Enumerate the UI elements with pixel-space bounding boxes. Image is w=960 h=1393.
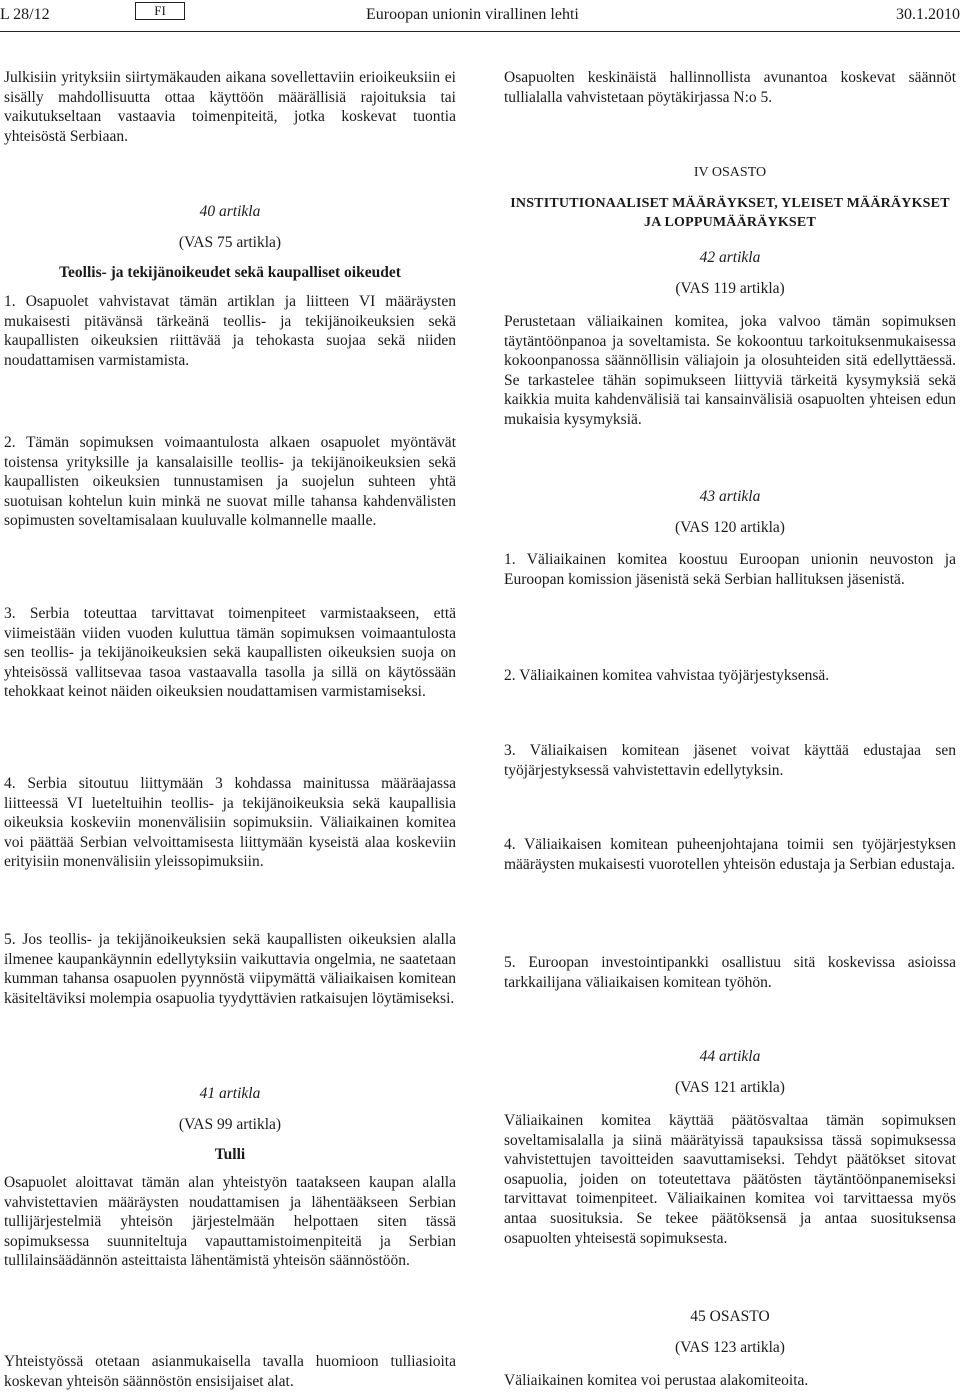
article-40-paragraph-5 xyxy=(4,930,456,1008)
article-45-heading: 45 OSASTO xyxy=(690,1308,770,1325)
a45-p1-text: Väliaikainen komitea voi perustaa alakomiteoita. xyxy=(504,1372,809,1389)
a40-p5-text: 5. Jos teollis- ja tekijänoikeuksien sekä kaupallisten oikeuksien alalla ilmenee kaupankäynnin edellytyksiin vaikuttavia ongelmia, ne saatetaan kumman tahansa osapuolen pyynnöstä viipymättä väliaikaisen komitean käsiteltäviksi molempia osapuolia tyydyttävien ratkaisujen löytämiseksi. xyxy=(4,931,456,1007)
section-iv xyxy=(504,163,956,233)
section-iv-title-line-1: INSTITUTIONAALISET MÄÄRÄYKSET, YLEISET MÄÄRÄYKSET xyxy=(510,195,950,211)
article-42-vas: (VAS 119 artikla) xyxy=(675,279,785,297)
article-44-number: 44 artikla xyxy=(699,1048,761,1065)
article-40-paragraph-2 xyxy=(4,433,456,531)
right-intro-paragraph: Osapuolten keskinäistä hallinnollista avunantoa koskevat säännöt tullialalla vahvistetaan pöytäkirjassa N:o 5. xyxy=(504,69,956,106)
a44-p1-text: Väliaikainen komitea käyttää päätösvaltaa tämän sopimuksen soveltamisalalla ja siinä määrätyissä tapauksissa tässä sopimuksessa vahvistettujen tavoitteiden saavuttamiseksi. Tehdyt päätökset sitovat osapuolia, joiden on toteutettava päätösten täytäntöönpanemiseksi tarvittavat toimenpiteet. Väliaikainen komitea voi tarvittaessa myös antaa suosituksia. Se tekee päätöksensä ja antaa suosituksensa osapuolten yhteisestä sopimuksesta. xyxy=(504,1112,956,1247)
article-43-vas: (VAS 120 artikla) xyxy=(675,518,785,536)
article-43 xyxy=(504,487,956,537)
article-40-paragraph-1 xyxy=(4,292,456,370)
a40-p3-text: 3. Serbia toteuttaa tarvittavat toimenpiteet varmistaakseen, että viimeistään viiden vuoden kuluttua tämän sopimuksen voimaantulosta sen teollis- ja tekijänoikeuksien sekä kaupallisten oikeuksien suoja on yhteisössä vallitsevaa tasoa vastaavalla tasolla ja sillä on käytössään tehokkaat keinot näiden oikeuksien noudattamisen varmistamiseksi. xyxy=(4,605,456,701)
article-41-title: Tulli xyxy=(214,1146,246,1164)
article-42-paragraph-1 xyxy=(504,312,956,430)
left-column xyxy=(4,68,456,146)
article-42-number: 42 artikla xyxy=(699,249,761,266)
article-43-paragraph-2 xyxy=(504,666,956,686)
article-40-paragraph-3 xyxy=(4,604,456,702)
section-iv-title-line-2: JA LOPPUMÄÄRÄYKSET xyxy=(644,215,816,231)
article-43-paragraph-4 xyxy=(504,835,956,874)
article-41-vas: (VAS 99 artikla) xyxy=(178,1115,282,1133)
section-iv-heading: IV OSASTO xyxy=(693,165,767,180)
page-reference: L 28/12 xyxy=(0,6,50,23)
article-45-paragraph-1 xyxy=(504,1371,956,1391)
a43-p1-text: 1. Väliaikainen komitea koostuu Euroopan unionin neuvoston ja Euroopan komission jäsenistä sekä Serbian hallituksen jäsenistä. xyxy=(504,551,956,588)
page-header xyxy=(0,0,960,30)
a43-p4-text: 4. Väliaikaisen komitean puheenjohtajana toimii sen työjärjestyksen määräysten mukaisesti vuorotellen yhteisön edustaja ja Serbian edustaja. xyxy=(504,836,956,873)
a41-p2-text: Yhteistyössä otetaan asianmukaisella tavalla huomioon tulliasioita koskevan yhteisön säännöstön ensisijaiset alat. xyxy=(4,1353,456,1390)
article-45 xyxy=(504,1307,956,1357)
header-rule xyxy=(0,31,960,32)
article-44-paragraph-1 xyxy=(504,1111,956,1248)
article-40-vas: (VAS 75 artikla) xyxy=(178,233,282,251)
article-40-number: 40 artikla xyxy=(199,203,261,220)
a40-p2-text: 2. Tämän sopimuksen voimaantulosta alkaen osapuolet myöntävät toistensa yrityksille ja kansalaisille teollis- ja tekijänoikeuksien sekä kaupallisten oikeuksien tunnustamisen ja suojelun suhteen yhtä suotuisan kohtelun kuin minkä ne suovat mille tahansa kahdenvälisten sopimusten soveltamisalaan kuuluvalle kolmannelle maalle. xyxy=(4,434,456,530)
a43-p2-text: 2. Väliaikainen komitea vahvistaa työjärjestyksensä. xyxy=(504,667,830,684)
left-intro-paragraph: Julkisiin yrityksiin siirtymäkauden aikana sovellettaviin erioikeuksiin ei sisälly mahdollisuutta ottaa käyttöön määrällisiä rajoituksia tai vaikutukseltaan vastaavia toimenpiteitä, jotka koskevat tuontia yhteisöstä Serbiaan. xyxy=(4,69,456,145)
journal-title: Euroopan unionin virallinen lehti xyxy=(366,6,579,23)
article-40-title: Teollis- ja tekijänoikeudet sekä kaupalliset oikeudet xyxy=(59,264,401,282)
article-43-paragraph-5 xyxy=(504,953,956,992)
article-41-paragraph-1 xyxy=(4,1173,456,1271)
a42-p1-text: Perustetaan väliaikainen komitea, joka valvoo tämän sopimuksen täytäntöönpanoa ja soveltamista. Se kokoontuu tarkoituksenmukaisessa kokoonpanossa säännöllisin väliajoin ja olosuhteiden sitä edellyttäessä. Se tarkastelee tähän sopimukseen liittyviä tärkeitä kysymyksiä sekä kaikkia muita kahdenvälisiä tai kansainvälisiä osapuolten yhteisen edun mukaisia kysymyksiä. xyxy=(504,313,956,428)
article-45-vas: (VAS 123 artikla) xyxy=(675,1338,785,1356)
article-40 xyxy=(4,202,456,283)
article-44 xyxy=(504,1047,956,1097)
a41-p1-text: Osapuolet aloittavat tämän alan yhteistyön taatakseen kaupan alalla vahvistettavien määräysten noudattamisen ja lähentääkseen Serbian tullijärjestelmiä yhteisön järjestelmään helpottaen siten tässä sopimuksessa suunniteltuja vapauttamistoimenpiteitä ja Serbian tullilainsäädännön asteittaista lähentämistä yhteisön säännöstöön. xyxy=(4,1174,456,1270)
article-42 xyxy=(504,248,956,298)
article-43-paragraph-3 xyxy=(504,741,956,780)
a43-p5-text: 5. Euroopan investointipankki osallistuu sitä koskevissa asioissa tarkkailijana väliaikaisen komitean työhön. xyxy=(504,954,956,991)
a40-p1-text: 1. Osapuolet vahvistavat tämän artiklan ja liitteen VI määräysten mukaisesti pitävänsä tärkeänä teollis- ja tekijänoikeuksien sekä kaupallisten oikeuksien riittävää ja tehokasta suojaa sekä niiden noudattamisen varmistamista. xyxy=(4,293,456,369)
right-intro xyxy=(504,68,956,107)
article-41-number: 41 artikla xyxy=(199,1085,261,1102)
a43-p3-text: 3. Väliaikaisen komitean jäsenet voivat käyttää edustajaa sen työjärjestyksessä vahvistettavin edellytyksin. xyxy=(504,742,956,779)
article-41 xyxy=(4,1084,456,1165)
article-43-paragraph-1 xyxy=(504,550,956,589)
article-43-number: 43 artikla xyxy=(699,488,761,505)
a40-p4-text: 4. Serbia sitoutuu liittymään 3 kohdassa mainitussa määräajassa liitteessä VI lueteltuihin teollis- ja tekijänoikeuksia sekä kaupallisia oikeuksia koskeviin monenvälisiin sopimuksiin. Väliaikainen komitea voi päättää Serbian velvoittamisesta liittymään kyseistä alaa koskeviin erityisiin monenvälisiin yleissopimuksiin. xyxy=(4,775,456,871)
article-40-paragraph-4 xyxy=(4,774,456,872)
language-code-box: FI xyxy=(135,2,185,20)
article-44-vas: (VAS 121 artikla) xyxy=(675,1078,785,1096)
publication-date: 30.1.2010 xyxy=(896,6,960,23)
article-41-paragraph-2 xyxy=(4,1352,456,1391)
